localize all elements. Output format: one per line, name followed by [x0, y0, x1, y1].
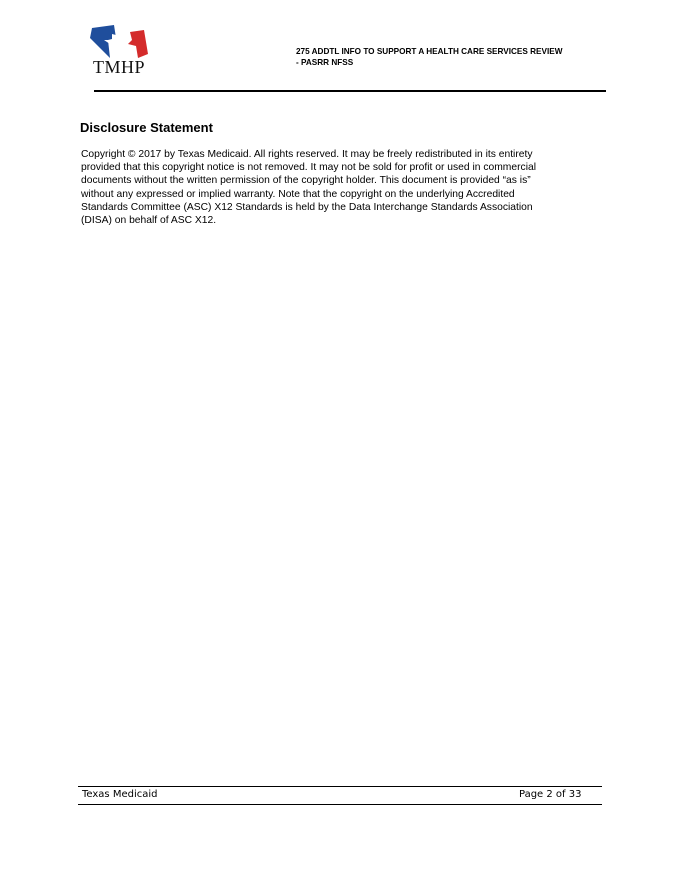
header-divider	[94, 90, 606, 92]
footer-divider-bottom	[78, 804, 602, 805]
section-heading: Disclosure Statement	[80, 120, 213, 135]
document-title-line: 275 ADDTL INFO TO SUPPORT A HEALTH CARE SERVICES REVIEW	[296, 47, 563, 56]
footer-page-number: Page 2 of 33	[519, 789, 582, 800]
tmhp-logo	[86, 24, 152, 78]
paragraph-line: Standards Committee (ASC) X12 Standards is held by the Data Interchange Standards Association	[81, 201, 533, 213]
footer-divider-top	[78, 786, 602, 787]
paragraph-line: provided that this copyright notice is not removed. It may not be sold for profit or used in commercial	[81, 162, 536, 174]
document-title-line: - PASRR NFSS	[296, 57, 354, 67]
paragraph-line: Copyright © 2017 by Texas Medicaid. All rights reserved. It may be freely redistributed in its entirety	[81, 149, 533, 160]
tmhp-star-logo-icon	[86, 24, 152, 60]
paragraph-line: (DISA) on behalf of ASC X12.	[81, 215, 217, 227]
document-title	[296, 47, 606, 68]
paragraph-line: documents without the written permission of the copyright holder. This document is provided “as is”	[81, 175, 531, 187]
paragraph-line: without any expressed or implied warranty. Note that the copyright on the underlying Accredited	[81, 188, 515, 200]
disclosure-paragraph	[81, 148, 591, 227]
footer-organization: Texas Medicaid	[82, 789, 158, 800]
logo-text: TMHP	[92, 57, 145, 77]
